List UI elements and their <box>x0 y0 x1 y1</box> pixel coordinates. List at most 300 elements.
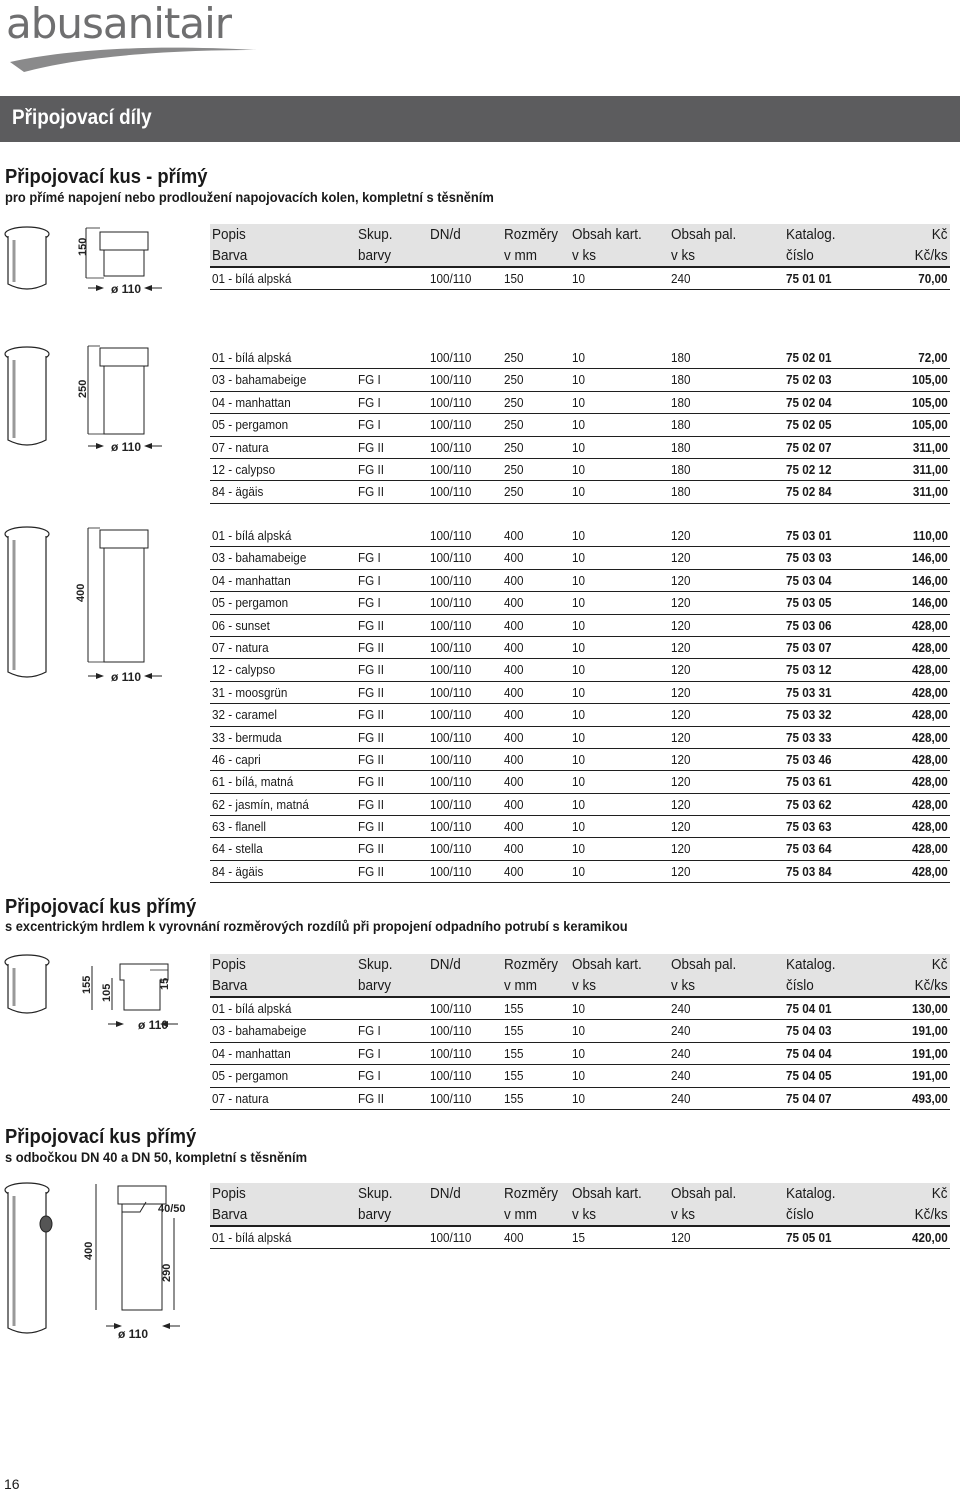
table-row <box>210 1088 950 1110</box>
cell-skupina: FG II <box>358 751 385 767</box>
cell-obsah-kart: 10 <box>572 796 586 812</box>
cell-obsah-pal: 120 <box>671 863 691 879</box>
cell-obsah-pal: 120 <box>671 595 691 611</box>
cell-obsah-pal: 120 <box>671 751 691 767</box>
cell-katalog: 75 03 01 <box>786 528 832 543</box>
table-row <box>210 861 950 883</box>
section-title: Připojovací kus - přímý <box>5 166 208 188</box>
cell-dn: 100/110 <box>430 1023 472 1039</box>
cell-obsah-pal: 120 <box>671 528 691 543</box>
cell-obsah-pal: 120 <box>671 841 691 857</box>
cell-katalog: 75 03 12 <box>786 662 832 678</box>
cell-cena: 428,00 <box>912 707 948 723</box>
cell-popis: 04 - manhattan <box>212 394 291 410</box>
cell-obsah-pal: 120 <box>671 662 691 678</box>
table-row <box>210 414 950 436</box>
section-subtitle: pro přímé napojení nebo prodloužení napojovacích kolen, kompletní s těsněním <box>5 189 494 205</box>
cell-rozmery: 250 <box>504 484 524 500</box>
hdr-vks: v ks <box>572 1206 597 1223</box>
cell-katalog: 75 03 05 <box>786 595 832 611</box>
cell-katalog: 75 04 03 <box>786 1023 832 1039</box>
hdr-katalog: Katalog. <box>786 956 836 973</box>
cell-cena: 311,00 <box>912 439 948 455</box>
table-2 <box>210 347 950 504</box>
cell-katalog: 75 03 46 <box>786 751 832 767</box>
table-body <box>210 347 950 504</box>
cell-skupina: FG II <box>358 863 385 879</box>
cell-obsah-pal: 120 <box>671 572 691 588</box>
cell-dn: 100/110 <box>430 796 472 812</box>
cell-obsah-pal: 180 <box>671 394 691 410</box>
cell-cena: 191,00 <box>912 1023 948 1039</box>
eccentric-pipe-drawing-icon <box>0 950 200 1040</box>
cell-obsah-pal: 120 <box>671 796 691 812</box>
hdr-rozmery: Rozměry <box>504 226 559 243</box>
cell-rozmery: 400 <box>504 572 524 588</box>
hdr-dn: DN/d <box>430 226 461 243</box>
hdr-barvy: barvy <box>358 247 392 264</box>
fig5-inner-height: 290 <box>161 1263 173 1282</box>
table-row <box>210 794 950 816</box>
table-row <box>210 615 950 637</box>
cell-dn: 100/110 <box>430 528 472 543</box>
cell-obsah-kart: 10 <box>572 1090 586 1106</box>
fig1-height: 150 <box>77 237 89 256</box>
branch-pipe-drawing-icon <box>0 1178 200 1348</box>
cell-dn: 100/110 <box>430 662 472 678</box>
cell-obsah-pal: 180 <box>671 461 691 477</box>
cell-cena: 105,00 <box>912 372 948 388</box>
cell-popis: 63 - flanell <box>212 819 266 835</box>
hdr-kcks: Kč/ks <box>914 247 948 264</box>
cell-obsah-pal: 120 <box>671 639 691 655</box>
cell-skupina: FG I <box>358 550 381 566</box>
cell-skupina: FG II <box>358 484 385 500</box>
cell-popis: 84 - ägäis <box>212 484 264 500</box>
table-row <box>210 1227 950 1249</box>
hdr-skup: Skup. <box>358 956 393 973</box>
hdr-katalog: Katalog. <box>786 226 836 243</box>
cell-dn: 100/110 <box>430 394 472 410</box>
table-row <box>210 369 950 391</box>
table-body <box>210 525 950 883</box>
table-1 <box>210 224 950 290</box>
table-row <box>210 570 950 592</box>
cell-obsah-kart: 10 <box>572 1023 586 1039</box>
cell-popis: 01 - bílá alpská <box>212 271 292 286</box>
hdr-vmm: v mm <box>504 247 538 264</box>
cell-obsah-kart: 10 <box>572 572 586 588</box>
section-subtitle: s excentrickým hrdlem k vyrovnání rozměrových rozdílů při propojení odpadního potrubí s keramikou <box>5 918 628 934</box>
table-row <box>210 682 950 704</box>
table-header-row <box>210 224 950 245</box>
hdr-barvy: barvy <box>358 1206 392 1223</box>
table-row <box>210 1065 950 1087</box>
cell-obsah-kart: 10 <box>572 639 586 655</box>
cell-obsah-kart: 10 <box>572 550 586 566</box>
cell-obsah-pal: 240 <box>671 1023 691 1039</box>
cell-dn: 100/110 <box>430 484 472 500</box>
logo-text: abusanitair <box>6 0 232 48</box>
hdr-obsah-pal: Obsah pal. <box>671 956 737 973</box>
cell-skupina: FG II <box>358 461 385 477</box>
cell-katalog: 75 01 01 <box>786 271 832 286</box>
cell-katalog: 75 03 62 <box>786 796 832 812</box>
section-title: Připojovací kus přímý <box>5 896 197 918</box>
cell-obsah-pal: 120 <box>671 550 691 566</box>
cell-dn: 100/110 <box>430 572 472 588</box>
cell-katalog: 75 02 01 <box>786 350 832 365</box>
cell-skupina: FG I <box>358 1068 381 1084</box>
cell-obsah-kart: 10 <box>572 1001 586 1016</box>
table-3 <box>210 525 950 883</box>
cell-katalog: 75 03 06 <box>786 617 832 633</box>
cell-rozmery: 400 <box>504 863 524 879</box>
cell-cena: 428,00 <box>912 863 948 879</box>
cell-rozmery: 400 <box>504 684 524 700</box>
cell-cena: 191,00 <box>912 1045 948 1061</box>
cell-popis: 07 - natura <box>212 439 269 455</box>
cell-obsah-kart: 10 <box>572 394 586 410</box>
cell-cena: 428,00 <box>912 841 948 857</box>
table-row <box>210 547 950 569</box>
cell-katalog: 75 03 32 <box>786 707 832 723</box>
cell-skupina: FG I <box>358 394 381 410</box>
cell-katalog: 75 02 05 <box>786 417 832 433</box>
cell-dn: 100/110 <box>430 684 472 700</box>
cell-obsah-kart: 10 <box>572 707 586 723</box>
hdr-obsah-pal: Obsah pal. <box>671 1185 737 1202</box>
table-row <box>210 1020 950 1042</box>
cell-cena: 428,00 <box>912 662 948 678</box>
cell-dn: 100/110 <box>430 617 472 633</box>
cell-skupina: FG II <box>358 617 385 633</box>
hdr-kcks: Kč/ks <box>914 1206 948 1223</box>
hdr-popis: Popis <box>212 956 246 973</box>
cell-obsah-kart: 10 <box>572 819 586 835</box>
table-row <box>210 816 950 838</box>
table-row <box>210 749 950 771</box>
cell-popis: 62 - jasmín, matná <box>212 796 309 812</box>
cell-obsah-pal: 180 <box>671 372 691 388</box>
cell-rozmery: 400 <box>504 1230 524 1245</box>
cell-katalog: 75 02 03 <box>786 372 832 388</box>
cell-rozmery: 400 <box>504 841 524 857</box>
cell-skupina: FG II <box>358 439 385 455</box>
cell-popis: 12 - calypso <box>212 662 276 678</box>
table-row <box>210 727 950 749</box>
hdr-kcks: Kč/ks <box>914 977 948 994</box>
cell-cena: 105,00 <box>912 394 948 410</box>
cell-katalog: 75 03 07 <box>786 639 832 655</box>
cell-rozmery: 400 <box>504 796 524 812</box>
cell-cena: 428,00 <box>912 796 948 812</box>
cell-popis: 33 - bermuda <box>212 729 282 745</box>
cell-popis: 03 - bahamabeige <box>212 550 307 566</box>
cell-popis: 01 - bílá alpská <box>212 1001 292 1016</box>
cell-skupina: FG II <box>358 819 385 835</box>
hdr-rozmery: Rozměry <box>504 1185 559 1202</box>
pipe-150-drawing-icon <box>0 222 180 302</box>
cell-cena: 311,00 <box>912 484 948 500</box>
hdr-obsah-kart: Obsah kart. <box>572 226 642 243</box>
cell-rozmery: 150 <box>504 271 524 286</box>
fig3-diameter: ø 110 <box>111 670 142 684</box>
cell-dn: 100/110 <box>430 639 472 655</box>
cell-rozmery: 400 <box>504 729 524 745</box>
cell-dn: 100/110 <box>430 1001 472 1016</box>
cell-dn: 100/110 <box>430 1230 472 1245</box>
hdr-obsah-kart: Obsah kart. <box>572 1185 642 1202</box>
cell-katalog: 75 02 12 <box>786 461 832 477</box>
cell-dn: 100/110 <box>430 729 472 745</box>
cell-obsah-kart: 10 <box>572 751 586 767</box>
fig5-diameter: ø 110 <box>118 1327 149 1341</box>
cell-obsah-kart: 10 <box>572 528 586 543</box>
table-header-row <box>210 1204 950 1227</box>
cell-popis: 06 - sunset <box>212 617 270 633</box>
hdr-dn: DN/d <box>430 956 461 973</box>
cell-cena: 311,00 <box>912 461 948 477</box>
cell-obsah-pal: 120 <box>671 819 691 835</box>
cell-katalog: 75 02 84 <box>786 484 832 500</box>
cell-dn: 100/110 <box>430 819 472 835</box>
cell-katalog: 75 03 61 <box>786 774 832 790</box>
cell-rozmery: 155 <box>504 1045 524 1061</box>
cell-cena: 428,00 <box>912 684 948 700</box>
cell-popis: 05 - pergamon <box>212 417 289 433</box>
table-row <box>210 659 950 681</box>
cell-obsah-kart: 10 <box>572 350 586 365</box>
cell-rozmery: 155 <box>504 1023 524 1039</box>
cell-obsah-kart: 10 <box>572 863 586 879</box>
cell-dn: 100/110 <box>430 271 472 286</box>
cell-rozmery: 400 <box>504 639 524 655</box>
hdr-skup: Skup. <box>358 226 393 243</box>
cell-katalog: 75 04 04 <box>786 1045 832 1061</box>
cell-obsah-pal: 180 <box>671 350 691 365</box>
hdr-skup: Skup. <box>358 1185 393 1202</box>
table-header-row <box>210 1183 950 1204</box>
cell-popis: 03 - bahamabeige <box>212 372 307 388</box>
cell-cena: 493,00 <box>912 1090 948 1106</box>
cell-skupina: FG II <box>358 707 385 723</box>
cell-cena: 72,00 <box>918 350 948 365</box>
cell-obsah-kart: 10 <box>572 774 586 790</box>
cell-obsah-pal: 240 <box>671 1001 691 1016</box>
table-header-row <box>210 975 950 998</box>
cell-popis: 03 - bahamabeige <box>212 1023 307 1039</box>
cell-cena: 110,00 <box>912 528 948 543</box>
cell-cena: 420,00 <box>912 1230 948 1245</box>
table-row <box>210 268 950 290</box>
pipe-250-drawing-icon <box>0 340 180 460</box>
fig4-height: 155 <box>81 975 93 994</box>
cell-katalog: 75 04 05 <box>786 1068 832 1084</box>
logo-swoosh-icon <box>6 28 266 74</box>
hdr-barva: Barva <box>212 1206 248 1223</box>
cell-skupina: FG I <box>358 372 381 388</box>
table-row <box>210 592 950 614</box>
fig4-offset: 15 <box>159 977 171 990</box>
fig2-height: 250 <box>77 379 89 398</box>
cell-cena: 428,00 <box>912 774 948 790</box>
cell-dn: 100/110 <box>430 1090 472 1106</box>
cell-obsah-pal: 240 <box>671 1045 691 1061</box>
table-5 <box>210 1183 950 1249</box>
cell-skupina: FG I <box>358 1023 381 1039</box>
cell-cena: 70,00 <box>918 271 948 286</box>
table-row <box>210 437 950 459</box>
hdr-kc: Kč <box>932 226 948 243</box>
cell-katalog: 75 03 64 <box>786 841 832 857</box>
cell-obsah-pal: 120 <box>671 729 691 745</box>
cell-dn: 100/110 <box>430 774 472 790</box>
hdr-barvy: barvy <box>358 977 392 994</box>
table-row <box>210 838 950 860</box>
cell-skupina: FG II <box>358 639 385 655</box>
cell-dn: 100/110 <box>430 707 472 723</box>
hdr-cislo: číslo <box>786 1206 814 1223</box>
cell-rozmery: 155 <box>504 1068 524 1084</box>
cell-obsah-kart: 10 <box>572 461 586 477</box>
cell-rozmery: 400 <box>504 617 524 633</box>
cell-skupina: FG II <box>358 841 385 857</box>
hdr-katalog: Katalog. <box>786 1185 836 1202</box>
cell-obsah-pal: 180 <box>671 439 691 455</box>
table-body <box>210 268 950 290</box>
cell-rozmery: 400 <box>504 774 524 790</box>
pipe-400-drawing-icon <box>0 522 180 692</box>
section-banner <box>0 96 960 142</box>
hdr-barva: Barva <box>212 247 248 264</box>
cell-rozmery: 400 <box>504 595 524 611</box>
cell-dn: 100/110 <box>430 372 472 388</box>
cell-skupina: FG I <box>358 572 381 588</box>
hdr-vks2: v ks <box>671 247 696 264</box>
cell-obsah-pal: 180 <box>671 417 691 433</box>
cell-obsah-pal: 180 <box>671 484 691 500</box>
hdr-obsah-pal: Obsah pal. <box>671 226 737 243</box>
cell-skupina: FG II <box>358 684 385 700</box>
cell-popis: 01 - bílá alpská <box>212 1230 292 1245</box>
table-row <box>210 347 950 369</box>
cell-dn: 100/110 <box>430 350 472 365</box>
cell-popis: 46 - capri <box>212 751 261 767</box>
cell-obsah-kart: 10 <box>572 439 586 455</box>
cell-rozmery: 250 <box>504 461 524 477</box>
cell-dn: 100/110 <box>430 595 472 611</box>
hdr-dn: DN/d <box>430 1185 461 1202</box>
cell-popis: 01 - bílá alpská <box>212 528 292 543</box>
cell-popis: 05 - pergamon <box>212 1068 289 1084</box>
fig1-diameter: ø 110 <box>111 282 142 296</box>
hdr-vks2: v ks <box>671 1206 696 1223</box>
cell-obsah-kart: 10 <box>572 595 586 611</box>
cell-rozmery: 250 <box>504 417 524 433</box>
cell-dn: 100/110 <box>430 1045 472 1061</box>
cell-popis: 64 - stella <box>212 841 263 857</box>
hdr-popis: Popis <box>212 226 246 243</box>
cell-obsah-kart: 10 <box>572 372 586 388</box>
cell-skupina: FG II <box>358 662 385 678</box>
cell-obsah-kart: 10 <box>572 617 586 633</box>
cell-katalog: 75 02 04 <box>786 394 832 410</box>
cell-popis: 61 - bílá, matná <box>212 774 294 790</box>
table-row <box>210 771 950 793</box>
section-subtitle: s odbočkou DN 40 a DN 50, kompletní s těsněním <box>5 1149 308 1165</box>
cell-obsah-pal: 120 <box>671 684 691 700</box>
cell-dn: 100/110 <box>430 751 472 767</box>
hdr-vks: v ks <box>572 247 597 264</box>
cell-obsah-pal: 120 <box>671 774 691 790</box>
cell-katalog: 75 05 01 <box>786 1230 832 1245</box>
hdr-kc: Kč <box>932 1185 948 1202</box>
cell-dn: 100/110 <box>430 417 472 433</box>
hdr-barva: Barva <box>212 977 248 994</box>
section-title: Připojovací kus přímý <box>5 1126 197 1148</box>
cell-popis: 31 - moosgrün <box>212 684 288 700</box>
cell-obsah-pal: 120 <box>671 707 691 723</box>
cell-katalog: 75 02 07 <box>786 439 832 455</box>
table-row <box>210 637 950 659</box>
hdr-vmm: v mm <box>504 1206 538 1223</box>
table-header-row <box>210 954 950 975</box>
table-row <box>210 525 950 547</box>
cell-cena: 146,00 <box>912 572 948 588</box>
cell-katalog: 75 04 01 <box>786 1001 832 1016</box>
cell-obsah-kart: 10 <box>572 417 586 433</box>
hdr-vks2: v ks <box>671 977 696 994</box>
cell-rozmery: 155 <box>504 1001 524 1016</box>
cell-dn: 100/110 <box>430 439 472 455</box>
cell-obsah-pal: 240 <box>671 271 691 286</box>
cell-dn: 100/110 <box>430 1068 472 1084</box>
cell-skupina: FG II <box>358 1090 385 1106</box>
cell-dn: 100/110 <box>430 550 472 566</box>
cell-cena: 191,00 <box>912 1068 948 1084</box>
cell-obsah-pal: 120 <box>671 1230 691 1245</box>
cell-rozmery: 400 <box>504 528 524 543</box>
hdr-kc: Kč <box>932 956 948 973</box>
cell-popis: 84 - ägäis <box>212 863 264 879</box>
cell-obsah-kart: 10 <box>572 271 586 286</box>
cell-rozmery: 250 <box>504 350 524 365</box>
cell-obsah-pal: 120 <box>671 617 691 633</box>
cell-katalog: 75 04 07 <box>786 1090 832 1106</box>
cell-katalog: 75 03 63 <box>786 819 832 835</box>
cell-popis: 01 - bílá alpská <box>212 350 292 365</box>
cell-cena: 428,00 <box>912 751 948 767</box>
cell-rozmery: 400 <box>504 707 524 723</box>
cell-rozmery: 250 <box>504 372 524 388</box>
cell-katalog: 75 03 84 <box>786 863 832 879</box>
hdr-cislo: číslo <box>786 247 814 264</box>
table-row <box>210 392 950 414</box>
fig2-diameter: ø 110 <box>111 440 142 454</box>
cell-obsah-kart: 10 <box>572 662 586 678</box>
hdr-vks: v ks <box>572 977 597 994</box>
fig5-height: 400 <box>83 1241 95 1260</box>
cell-obsah-kart: 10 <box>572 484 586 500</box>
cell-rozmery: 250 <box>504 439 524 455</box>
hdr-rozmery: Rozměry <box>504 956 559 973</box>
table-4 <box>210 954 950 1110</box>
cell-cena: 428,00 <box>912 617 948 633</box>
cell-popis: 04 - manhattan <box>212 572 291 588</box>
cell-obsah-kart: 10 <box>572 841 586 857</box>
cell-popis: 12 - calypso <box>212 461 276 477</box>
